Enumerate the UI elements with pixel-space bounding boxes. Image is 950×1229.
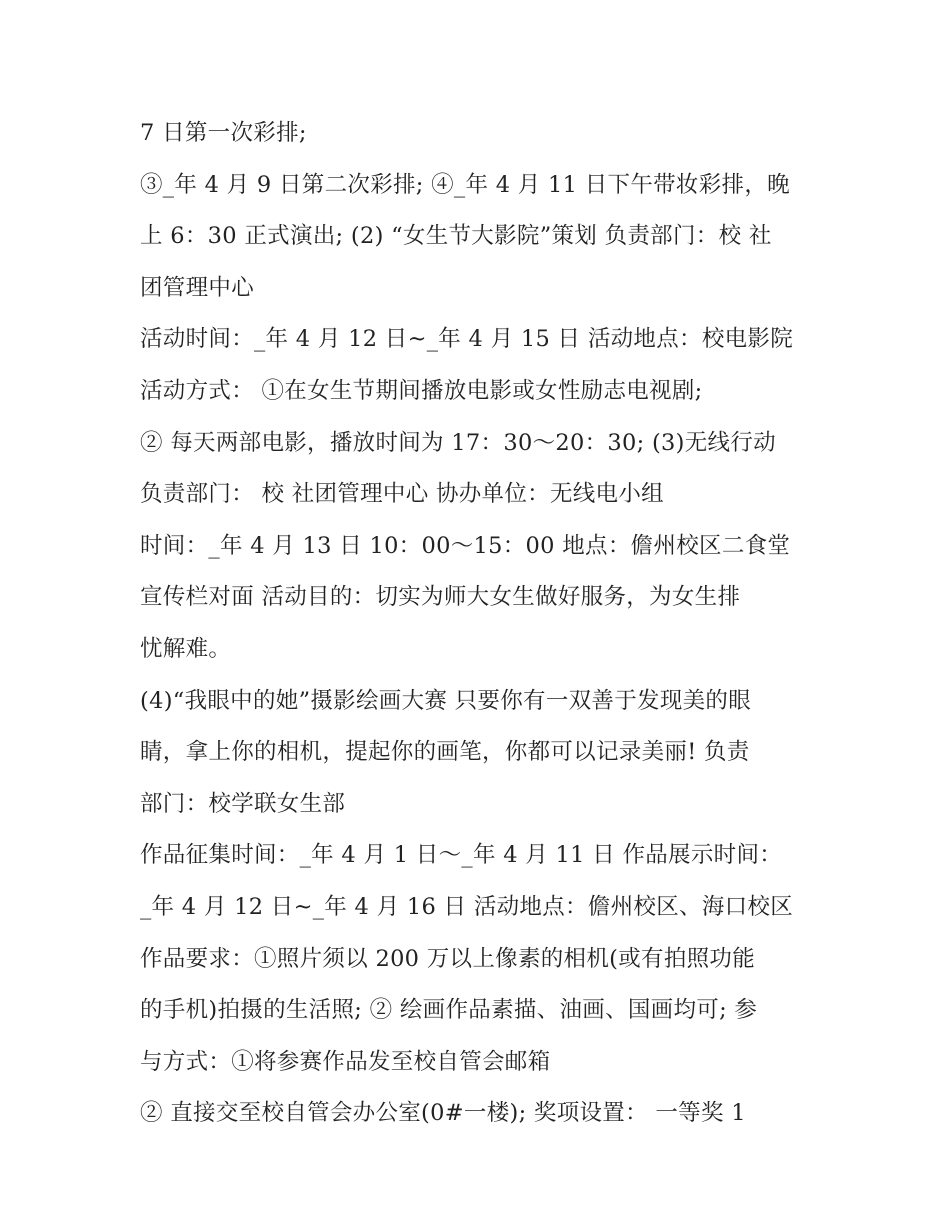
text-line: 时间：_年 4 月 13 日 10：00～15：00 地点：儋州校区二食堂: [140, 532, 791, 559]
text-line: 的手机)拍摄的生活照; ② 绘画作品素描、油画、国画均可; 参: [140, 997, 758, 1024]
text-line: ② 直接交至校自管会办公室(0#一楼); 奖项设置： 一等奖 1: [140, 1100, 746, 1127]
text-line: 与方式：①将参赛作品发至校自管会邮箱: [140, 1048, 551, 1075]
text-line: 活动时间：_年 4 月 12 日~_年 4 月 15 日 活动地点：校电影院: [140, 326, 794, 353]
text-line: 部门：校学联女生部: [140, 790, 346, 817]
text-line: 宣传栏对面 活动目的：切实为师大女生做好服务，为女生排: [140, 584, 741, 611]
text-line: (4)“我眼中的她”摄影绘画大赛 只要你有一双善于发现美的眼: [140, 687, 752, 714]
text-line: 作品征集时间：_年 4 月 1 日～_年 4 月 11 日 作品展示时间：: [140, 842, 783, 869]
text-line: 作品要求：①照片须以 200 万以上像素的相机(或有拍照功能: [140, 945, 756, 972]
text-line: 上 6：30 正式演出; (2) “女生节大影院”策划 负责部门：校 社: [140, 223, 772, 250]
text-line: ③_年 4 月 9 日第二次彩排; ④_年 4 月 11 日下午带妆彩排，晚: [140, 171, 790, 198]
text-line: 团管理中心: [140, 274, 255, 301]
text-line: 活动方式： ①在女生节期间播放电影或女性励志电视剧;: [140, 377, 703, 404]
text-line: ② 每天两部电影，播放时间为 17：30～20：30; (3)无线行动: [140, 429, 776, 456]
text-line: 负责部门： 校 社团管理中心 协办单位：无线电小组: [140, 481, 664, 508]
text-line: 忧解难。: [140, 635, 232, 662]
document-body: [140, 108, 820, 1140]
text-line: _年 4 月 12 日~_年 4 月 16 日 活动地点：儋州校区、海口校区: [140, 893, 794, 920]
text-line: 7 日第一次彩排;: [140, 120, 307, 146]
text-line: 睛，拿上你的相机，提起你的画笔，你都可以记录美丽! 负责: [140, 739, 750, 766]
